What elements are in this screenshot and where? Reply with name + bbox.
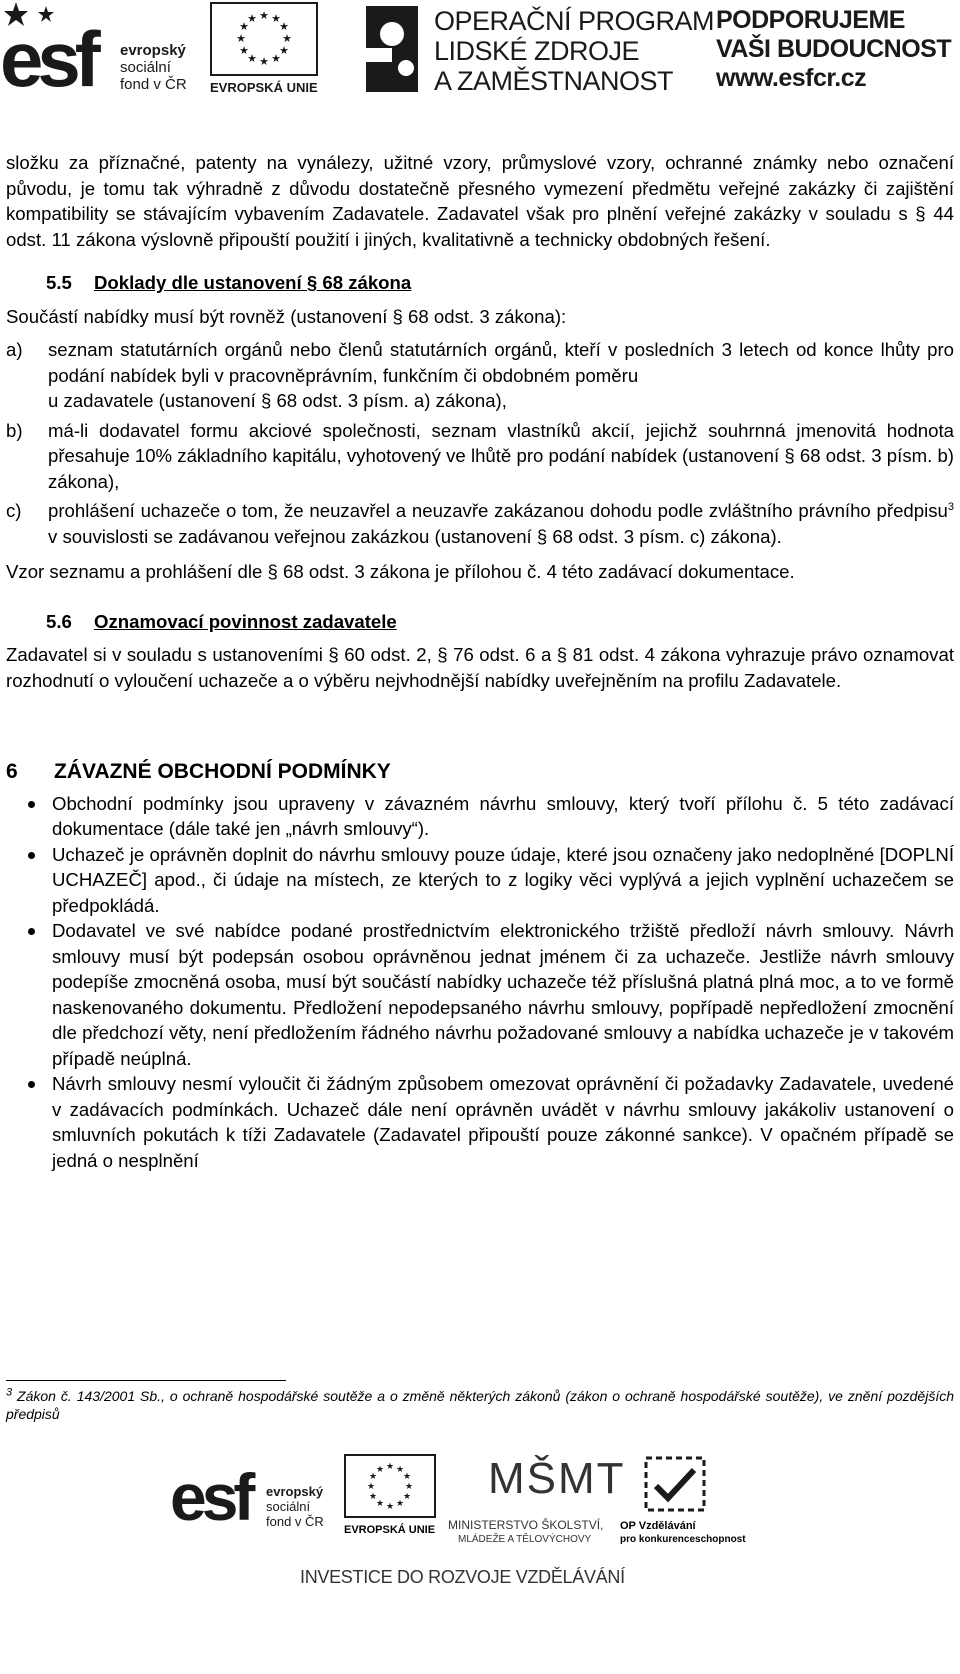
svg-text:★: ★: [247, 12, 257, 25]
opvk-line-2: pro konkurenceschopnost: [620, 1534, 746, 1545]
msmt-mark: MŠMT: [488, 1454, 626, 1503]
op-line-3: A ZAMĚSTNANOST: [434, 66, 674, 96]
bullet-text: Obchodní podmínky jsou upraveny v závazném návrhu smlouvy, který tvoří přílohu č. 5 této zadávací dokumentace (dále také jen „návrh smlouvy“).: [52, 792, 954, 839]
op-logo: [362, 0, 715, 100]
svg-text:★: ★: [368, 1492, 378, 1502]
footer-esf-logo: [170, 1454, 340, 1550]
list-item-text-cont: u zadavatele (ustanovení § 68 odst. 3 písm. a) zákona),: [48, 390, 507, 411]
section-title: Oznamovací povinnost zadavatele: [94, 610, 397, 632]
bullet-item: [6, 791, 954, 842]
list-item-text: seznam statutárních orgánů nebo členů statutárních orgánů, kteří v posledních 3 letech od konce lhůty pro podání nabídek byli v pracovněprávním, funkčním či obdobném poměru: [48, 339, 954, 386]
esf-word-1: evropský: [120, 42, 186, 59]
bullet-item: [6, 842, 954, 919]
slogan: [716, 6, 951, 93]
svg-text:★: ★: [375, 1465, 385, 1475]
footer-eu-flag-icon: [344, 1454, 436, 1518]
svg-text:★: ★: [247, 52, 257, 65]
section-title: Doklady dle ustanovení § 68 zákona: [94, 272, 412, 293]
list-item-text: má-li dodavatel formu akciové společnosti, seznam vlastníků akcií, jejichž souhrnná jmenovitá hodnota přesahuje 10% základního kapitálu, vyhotovený ve lhůtě pro podání nabídek (ustanovení § 68 odst. 3 písm. b) zákona),: [48, 419, 954, 492]
esf-logo-words: [120, 42, 187, 93]
footer-tagline: INVESTICE DO ROZVOJE VZDĚLÁVÁNÍ: [300, 1567, 625, 1587]
esf-logo-mark: esf: [0, 15, 95, 103]
footer-eu-logo: [344, 1454, 440, 1550]
list-item-c: [6, 498, 954, 549]
svg-text:★: ★: [239, 44, 249, 57]
section-number: 6: [6, 760, 18, 783]
page-header: [0, 0, 960, 103]
footer-esf-word-3: fond v ČR: [266, 1514, 324, 1529]
list-marker: b): [6, 419, 23, 441]
svg-text:★: ★: [368, 1472, 378, 1482]
section-5-5-after: Vzor seznamu a prohlášení dle § 68 odst. 3 zákona je přílohou č. 4 této zadávací dokumentace.: [6, 561, 795, 582]
bullet-dot-icon: [28, 852, 35, 859]
opvk-emblem-icon: [640, 1454, 710, 1514]
svg-text:★: ★: [282, 32, 292, 45]
section-5-5-heading: [6, 270, 954, 296]
bullet-dot-icon: [28, 801, 35, 808]
svg-text:★: ★: [259, 55, 269, 68]
esf-word-3: fond v ČR: [120, 76, 187, 93]
svg-text:★: ★: [279, 20, 289, 33]
svg-text:★: ★: [279, 44, 289, 57]
footnote-text: Zákon č. 143/2001 Sb., o ochraně hospodářské soutěže a o změně některých zákonů (zákon o ochraně hospodářské soutěže), ve znění pozdějších předpisů: [6, 1388, 954, 1422]
section-5-5-list: [6, 337, 954, 549]
section-6-bullets: [6, 791, 954, 1174]
puzzle-icon: [362, 4, 424, 94]
footnote-number: 3: [6, 1386, 13, 1399]
svg-text:★: ★: [259, 9, 269, 22]
eu-logo: [210, 0, 320, 100]
section-5-6-heading: [6, 609, 954, 635]
svg-text:★: ★: [271, 12, 281, 25]
list-item-a: [6, 337, 954, 414]
section-number: 5.6: [46, 610, 72, 632]
svg-text:★: ★: [239, 20, 249, 33]
svg-text:★: ★: [271, 52, 281, 65]
list-marker: c): [6, 500, 22, 521]
op-line-1: OPERAČNÍ PROGRAM: [434, 6, 715, 36]
footnote-separator: [6, 1380, 286, 1381]
svg-text:★: ★: [402, 1492, 412, 1502]
eu-flag-icon: [210, 2, 318, 76]
footnote-ref[interactable]: 3: [947, 500, 954, 513]
svg-text:★: ★: [395, 1465, 405, 1475]
list-marker: a): [6, 339, 23, 360]
opvk-logo: [620, 1454, 746, 1554]
msmt-line-1: MINISTERSTVO ŠKOLSTVÍ,: [448, 1518, 604, 1532]
section-5-6-text: Zadavatel si v souladu s ustanoveními § 60 odst. 2, § 76 odst. 6 a § 81 odst. 4 zákona vyhrazuje právo oznamovat rozhodnutí o vyloučení uchazeče a o výběru nejvhodnější nabídky uveřejněním na profilu Zadavatele.: [6, 644, 954, 691]
slogan-line-2: VAŠI BUDOUCNOST: [716, 35, 952, 63]
footer-esf-word-2: sociální: [266, 1499, 311, 1514]
svg-text:★: ★: [385, 1462, 395, 1472]
document-body: [6, 150, 954, 1173]
esf-logo: [0, 0, 205, 103]
msmt-logo: [448, 1454, 626, 1554]
eu-caption: EVROPSKÁ UNIE: [210, 80, 318, 95]
section-6-heading: [6, 759, 954, 785]
slogan-line-1: PODPORUJEME: [716, 6, 905, 34]
footer-eu-caption: EVROPSKÁ UNIE: [344, 1524, 436, 1536]
op-line-2: LIDSKÉ ZDROJE: [434, 36, 640, 66]
opvk-line-1: OP Vzdělávání: [620, 1520, 696, 1532]
section-5-5-lead: Součástí nabídky musí být rovněž (ustanovení § 68 odst. 3 zákona):: [6, 305, 567, 327]
intro-paragraph: složku za příznačné, patenty na vynálezy, užitné vzory, průmyslové vzory, ochranné známky nebo označení původu, je tomu tak výhradně z důvodu dostatečně přesného vymezení předmětu veřejné zakázky či zajištění kompatibility se stávajícím vybavením Zadavatele. Zadavatel však pro plnění veřejné zakázky v souladu s § 44 odst. 11 zákona výslovně připouští použití i jiných, kvalitativně a technicky obdobných řešení.: [6, 152, 954, 250]
bullet-text: Uchazeč je oprávněn doplnit do návrhu smlouvy pouze údaje, které jsou označeny jako nedoplněné [DOPLNÍ UCHAZEČ] apod., či údaje na místech, ze kterých to z logiky věci vyplývá a jejich vyplnění uchazečem se předpokládá.: [52, 843, 954, 916]
bullet-dot-icon: [28, 1081, 35, 1088]
svg-text:★: ★: [385, 1502, 395, 1512]
bullet-text: Návrh smlouvy nesmí vyloučit či žádným způsobem omezovat oprávnění či požadavky Zadavatele, uvedené v zadávacích podmínkách. Uchazeč dále není oprávněn uvádět v návrhu smlouvy jakákoliv ustanovení o smluvních pokutách k tíži Zadavatele (Zadavatel připouští pouze zákonné sankce). V opačném případě se jedná o nesplnění: [52, 1073, 954, 1171]
svg-text:★: ★: [395, 1499, 405, 1509]
slogan-url[interactable]: www.esfcr.cz: [716, 64, 867, 92]
bullet-item: [6, 1071, 954, 1173]
esf-word-2: sociální: [120, 59, 171, 76]
page-footer: [0, 1440, 960, 1674]
footnote: [6, 1387, 954, 1423]
msmt-line-2: MLÁDEŽE A TĚLOVÝCHOVY: [458, 1534, 592, 1545]
section-number: 5.5: [46, 272, 72, 293]
bullet-text: Dodavatel ve své nabídce podané prostřednictvím elektronického tržiště předloží návrh smlouvy. Návrh smlouvy musí být podepsán osobou oprávněnou jednat jménem či za uchazeče. Jestliže návrh smlouvy podepíše zmocněná osoba, musí být součástí nabídky uchazeče též příslušná platná plná moc, a to ve formě naskenovaného dokumentu. Předložení nepodepsaného návrhu smlouvy, popřípadě nepředložení zmocnění dle předchozí věty, není předložením řádného návrhu požadované smlouvy a nabídka uchazeče je v takovém případě neúplná.: [52, 920, 954, 1069]
footer-esf-words: [266, 1484, 324, 1529]
list-item-b: [6, 418, 954, 495]
bullet-item: [6, 918, 954, 1071]
footer-esf-mark: esf: [170, 1460, 251, 1534]
list-item-text-cont: v souvislosti se zadávanou veřejnou zakázkou (ustanovení § 68 odst. 3 písm. c) zákona).: [48, 525, 782, 547]
op-text: [434, 6, 714, 96]
svg-text:★: ★: [404, 1482, 414, 1492]
svg-text:★: ★: [366, 1482, 376, 1492]
bullet-dot-icon: [28, 928, 35, 935]
svg-text:★: ★: [236, 32, 246, 45]
footer-esf-word-1: evropský: [266, 1484, 324, 1499]
section-title: ZÁVAZNÉ OBCHODNÍ PODMÍNKY: [54, 760, 391, 783]
svg-text:★: ★: [375, 1499, 385, 1509]
svg-text:★: ★: [402, 1472, 412, 1482]
list-item-text: prohlášení uchazeče o tom, že neuzavřel a neuzavře zakázanou dohodu podle zvláštního právního předpisu: [48, 500, 948, 521]
